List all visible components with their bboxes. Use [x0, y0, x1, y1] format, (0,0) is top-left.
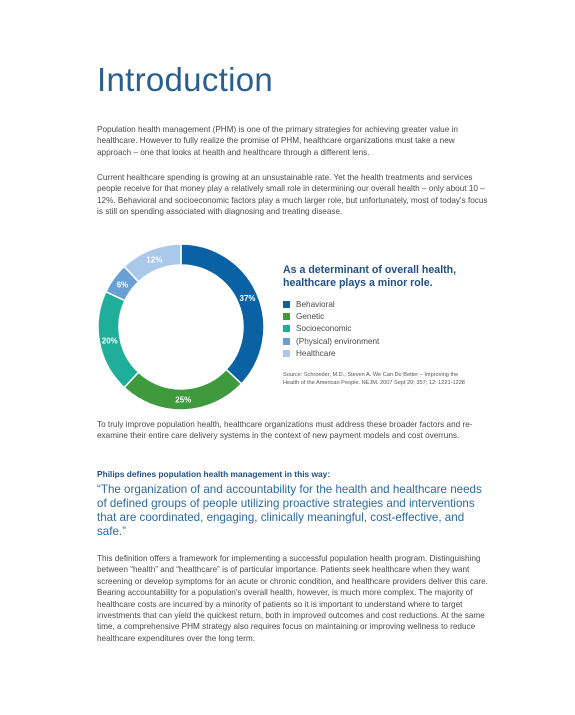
framework-paragraph: This definition offers a framework for implementing a successful population health program. Distinguishing between “health” and “healthcare” is of particular importance. Patients seek healthcare when they want screening or develop symptoms for an acute or chronic condition, and healthcare providers deliver this care. Bearing accountability for a population's overall health, however, is much more complex. The majority of healthcare costs are incurred by a minority of patients so it is important to understand where to target investments that can yield the quickest return, both in improved outcomes and cost reductions. At the same time, a comprehensive PHM strategy also requires focus on maintaining or improving wellness to reduce healthcare expenditures over the long term.: [97, 554, 488, 643]
legend-label: Healthcare: [296, 349, 336, 359]
donut-slice-behavioral: [181, 244, 264, 384]
donut-chart-svg: [97, 243, 265, 411]
legend-label: Behavioral: [296, 299, 335, 309]
definition-quote: “The organization of and accountability for the health and healthcare needs of defined groups of people utilizing proactive strategies and interventions that are coordinated, engaging, clinically meaningful, cost-effective, and safe.”: [97, 483, 482, 538]
spending-paragraph: Current healthcare spending is growing at an unsustainable rate. Yet the health treatments and services people receive for that money play a relatively small role in determining our overall health – only about 10 – 12%. Behavioral and socioeconomic factors play a much larger role, but unfortunately, most of today's focus is still on spending associated with diagnosing and treating disease.: [97, 173, 488, 217]
donut-value-label: 37%: [239, 294, 256, 304]
legend-label: (Physical) environment: [296, 336, 380, 346]
legend-swatch: [283, 338, 290, 345]
donut-chart: [97, 243, 265, 411]
chart-legend-block: [283, 264, 483, 388]
legend-item: [283, 298, 483, 310]
page-title: Introduction: [97, 61, 274, 98]
legend-item: [283, 310, 483, 322]
legend-label: Genetic: [296, 312, 325, 322]
donut-value-label: 20%: [101, 336, 118, 346]
legend-item: [283, 323, 483, 335]
donut-value-label: 25%: [175, 395, 192, 405]
legend-item: [283, 335, 483, 347]
chart-source: Source: Schroeder, M.D., Steven A. We Can Do Better – Improving the Health of the American People. NEJM. 2007 Sept 20; 357; 12: 1221-1228: [283, 371, 465, 387]
legend-swatch: [283, 313, 290, 320]
legend-swatch: [283, 350, 290, 357]
donut-value-label: 6%: [116, 280, 129, 290]
intro-paragraph: Population health management (PHM) is one of the primary strategies for achieving greater value in healthcare. However to fully realize the promise of PHM, healthcare organizations must take a new approach – one that looks at health and healthcare through a different lens.: [97, 125, 458, 157]
legend-item: [283, 348, 483, 360]
chart-legend: [283, 298, 483, 360]
broader-factors-paragraph: To truly improve population health, healthcare organizations must address these broader factors and re-examine their entire care delivery systems in the context of new payment models and cost overruns.: [97, 420, 473, 441]
legend-swatch: [283, 301, 290, 308]
chart-title: As a determinant of overall health, healthcare plays a minor role.: [283, 264, 457, 289]
legend-label: Socioeconomic: [296, 324, 352, 334]
donut-value-label: 12%: [146, 255, 163, 265]
legend-swatch: [283, 325, 290, 332]
definition-subheading: Philips defines population health management in this way:: [97, 469, 331, 479]
